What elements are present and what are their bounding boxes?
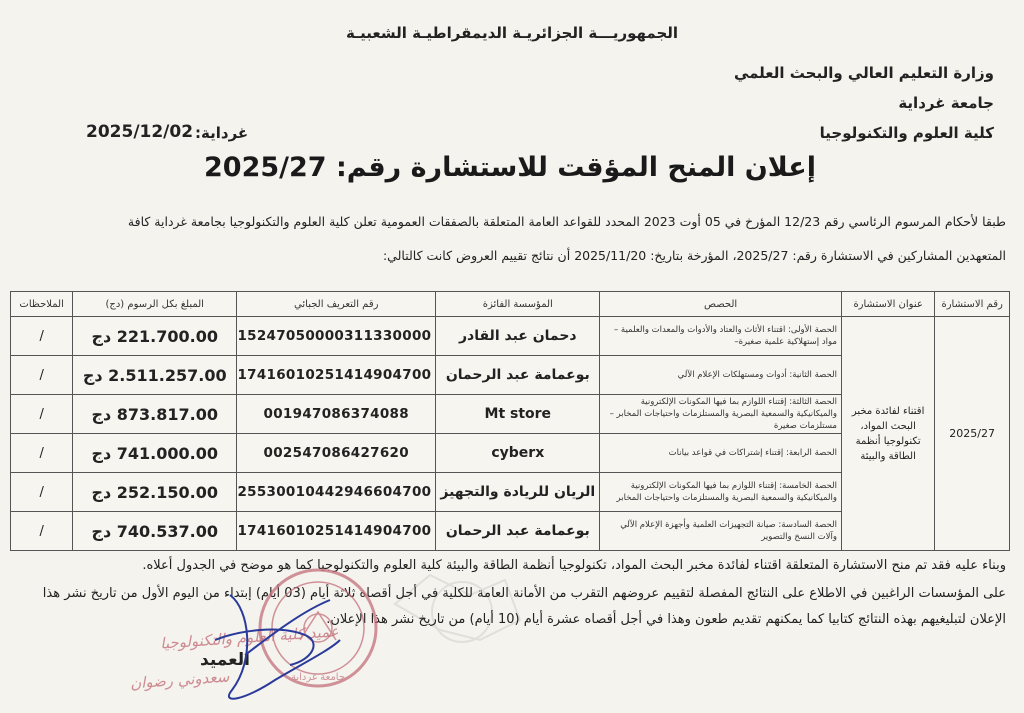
note-cell: / <box>11 395 73 434</box>
amount-value: 741.000.00 <box>116 443 218 463</box>
lot-cell: الحصة السادسة: صيانة التجهيزات العلمية وأجهزة الإعلام الآلي وآلات النسخ والتصوير <box>600 512 842 551</box>
conclusion-line-2: على المؤسسات الراغبين في الاطلاع على النتائج المفصلة لتقييم عروضهم التقرب من الأمانة العامة للكلية في أجل أقصاه ثلاثة أيام (03 أيام) إبتداء من اليوم الأول من تاريخ نشر هذا <box>42 586 1006 601</box>
note-cell: / <box>11 356 73 395</box>
lot-cell: الحصة الخامسة: إقتناء اللوازم بما فيها المكونات الإلكترونية والميكانيكية والسمعية البصرية والمستلزمات واحتياجات المخابر <box>600 473 842 512</box>
handwritten-title-line2: سعدوني رضوان <box>129 667 230 693</box>
amount-value: 2.511.257.00 <box>108 365 227 385</box>
tax-id-cell: 15247050000311330000 <box>237 317 436 356</box>
amount-value: 252.150.00 <box>116 482 218 502</box>
faculty-name: كلية العلوم والتكنولوجيا <box>819 124 994 142</box>
tax-id-cell: 001947086374088 <box>237 395 436 434</box>
currency-label: دج <box>91 521 112 541</box>
stamp-text: جامعة غرداية <box>290 672 346 683</box>
amount-value: 740.537.00 <box>116 521 218 541</box>
header-amount: المبلغ بكل الرسوم (دج) <box>73 292 237 317</box>
institution-cell: Mt store <box>436 395 600 434</box>
dean-title: العميد <box>200 650 250 670</box>
lot-cell: الحصة الرابعة: إقتناء إشتراكات في قواعد بيانات <box>600 434 842 473</box>
tax-id-cell: 25530010442946604700 <box>237 473 436 512</box>
header-institution: المؤسسة الفائزة <box>436 292 600 317</box>
consultation-number-cell: 2025/27 <box>935 317 1010 551</box>
document-date: 2025/12/02 <box>86 122 194 142</box>
note-cell: / <box>11 317 73 356</box>
consultation-title-cell: اقتناء لفائدة مخبر البحث المواد، تكنولوجيا أنظمة الطاقة والبيئة <box>841 317 934 551</box>
institution-cell: دحمان عبد القادر <box>436 317 600 356</box>
ministry-name: وزارة التعليم العالي والبحث العلمي <box>733 64 994 82</box>
intro-line-1: طبقا لأحكام المرسوم الرئاسي رقم 12/23 المؤرخ في 05 أوت 2023 المحدد للقواعد العامة المتعلقة بالصفقات العمومية تعلن كلية العلوم والتكنولوجيا بجامعة غرداية كافة <box>127 214 1006 229</box>
conclusion-line-3: الإعلان لتبليغيهم بهذه النتائج كتابيا كما يمكنهم تقديم طعون وهذا في أجل أقصاه عشرة أيام (10 أيام) من تاريخ نشر هذا الإعلان. <box>326 612 1006 627</box>
currency-label: دج <box>82 365 103 385</box>
header-notes: الملاحظات <box>11 292 73 317</box>
institution-cell: بوعمامة عبد الرحمان <box>436 512 600 551</box>
city-label: غرداية: <box>195 124 249 142</box>
page-title: إعلان المنح المؤقت للاستشارة رقم: 2025/27 <box>204 152 816 183</box>
tax-id-cell: 002547086427620 <box>237 434 436 473</box>
currency-label: دج <box>91 482 112 502</box>
currency-label: دج <box>91 404 112 424</box>
currency-label: دج <box>91 326 112 346</box>
amount-value: 221.700.00 <box>116 326 218 346</box>
institution-cell: cyberx <box>436 434 600 473</box>
header-lots: الحصص <box>600 292 842 317</box>
institution-cell: بوعمامة عبد الرحمان <box>436 356 600 395</box>
header-consultation-no: رقم الاستشارة <box>935 292 1010 317</box>
lot-cell: الحصة الثانية: أدوات ومستهلكات الإعلام الآلي <box>600 356 842 395</box>
tax-id-cell: 17416010251414904700 <box>237 356 436 395</box>
conclusion-line-1: وبناء عليه فقد تم منح الاستشارة المتعلقة اقتناء لفائدة مخبر البحث المواد، تكنولوجيا أنظمة الطاقة والبيئة كلية العلوم والتكنولوجيا كما هو موضح في الجدول أعلاه. <box>142 558 1006 573</box>
lot-cell: الحصة الأولى: اقتناء الأثاث والعتاد والأدوات والمعدات والعلمية –مواد إستهلاكية علمية صغيرة– <box>600 317 842 356</box>
republic-name: الجمهوريـــة الجزائريـة الديمقراطيـة الشعبيـة <box>345 24 679 42</box>
institution-cell: الريان للريادة والتجهيز <box>436 473 600 512</box>
intro-line-2: المتعهدين المشاركين في الاستشارة رقم: 2025/27، المؤرخة بتاريخ: 2025/11/20 أن نتائج تقييم العروض كانت كالتالي: <box>382 248 1006 263</box>
lot-cell: الحصة الثالثة: إقتناء اللوازم بما فيها المكونات الإلكترونية والميكانيكية والسمعية البصرية والمستلزمات واحتياجات المخابر – مستلزمات صغيرة <box>600 395 842 434</box>
note-cell: / <box>11 434 73 473</box>
note-cell: / <box>11 473 73 512</box>
header-consultation-title: عنوان الاستشارة <box>841 292 934 317</box>
amount-value: 873.817.00 <box>116 404 218 424</box>
university-name: جامعة غرداية <box>898 94 994 112</box>
header-tax-id: رقم التعريف الجبائي <box>237 292 436 317</box>
tax-id-cell: 17416010251414904700 <box>237 512 436 551</box>
handwritten-title-line1: عميد كلية العلوم والتكنولوجيا <box>159 622 340 653</box>
note-cell: / <box>11 512 73 551</box>
currency-label: دج <box>91 443 112 463</box>
